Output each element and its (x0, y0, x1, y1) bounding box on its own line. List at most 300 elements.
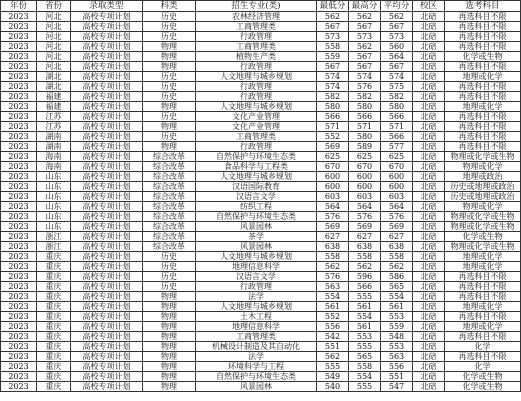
cell-province: 重庆 (37, 332, 71, 342)
table-row (1, 82, 521, 92)
cell-min-score: 552 (317, 132, 349, 142)
cell-avg-score: 565 (381, 282, 413, 292)
cell-min-score: 600 (317, 182, 349, 192)
cell-admission-type: 高校专项计划 (71, 142, 143, 152)
cell-category: 物理 (143, 372, 196, 382)
cell-subjects: 历史或地理或政治 (445, 192, 521, 202)
cell-subjects: 再选科目不限 (445, 282, 521, 292)
cell-category: 综合改革 (143, 242, 196, 252)
cell-major: 食品科学与工程类 (196, 162, 317, 172)
cell-year: 2023 (1, 112, 37, 122)
cell-max-score: 561 (349, 322, 381, 332)
cell-province: 湖北 (37, 82, 71, 92)
cell-subjects: 再选科目不限 (445, 62, 521, 72)
cell-major: 风景园林 (196, 242, 317, 252)
table-row (1, 312, 521, 322)
cell-max-score: 554 (349, 372, 381, 382)
cell-campus: 北碚 (413, 282, 445, 292)
cell-year: 2023 (1, 32, 37, 42)
cell-province: 山东 (37, 192, 71, 202)
cell-avg-score: 564 (381, 52, 413, 62)
cell-avg-score: 603 (381, 192, 413, 202)
cell-year: 2023 (1, 152, 37, 162)
cell-province: 河北 (37, 12, 71, 22)
cell-max-score: 582 (349, 92, 381, 102)
cell-max-score: 555 (349, 382, 381, 392)
cell-category: 物理 (143, 302, 196, 312)
cell-max-score: 562 (349, 262, 381, 272)
cell-year: 2023 (1, 22, 37, 32)
cell-year: 2023 (1, 292, 37, 302)
cell-year: 2023 (1, 332, 37, 342)
table-row (1, 102, 521, 112)
table-row (1, 72, 521, 82)
cell-campus: 北碚 (413, 342, 445, 352)
cell-avg-score: 600 (381, 172, 413, 182)
table-row (1, 262, 521, 272)
table-row (1, 322, 521, 332)
cell-major: 汉语言文学 (196, 192, 317, 202)
cell-subjects: 再选科目不限 (445, 132, 521, 142)
cell-subjects: 地理或化学 (445, 72, 521, 82)
cell-min-score: 562 (317, 12, 349, 22)
cell-province: 重庆 (37, 322, 71, 332)
cell-category: 历史 (143, 12, 196, 22)
cell-avg-score: 563 (381, 352, 413, 362)
cell-major: 自然保护与环境生态类 (196, 212, 317, 222)
cell-category: 历史 (143, 252, 196, 262)
cell-year: 2023 (1, 52, 37, 62)
cell-max-score: 565 (349, 352, 381, 362)
cell-province: 湖北 (37, 72, 71, 82)
cell-category: 物理 (143, 312, 196, 322)
cell-avg-score: 567 (381, 62, 413, 72)
cell-year: 2023 (1, 122, 37, 132)
cell-min-score: 569 (317, 142, 349, 152)
cell-avg-score: 558 (381, 252, 413, 262)
cell-min-score: 552 (317, 312, 349, 322)
cell-admission-type: 高校专项计划 (71, 92, 143, 102)
cell-category: 历史 (143, 22, 196, 32)
cell-avg-score: 625 (381, 152, 413, 162)
cell-min-score: 562 (317, 352, 349, 362)
cell-max-score: 596 (349, 272, 381, 282)
cell-admission-type: 高校专项计划 (71, 272, 143, 282)
cell-avg-score: 562 (381, 262, 413, 272)
cell-subjects: 地理或化学 (445, 322, 521, 332)
cell-admission-type: 高校专项计划 (71, 52, 143, 62)
cell-avg-score: 560 (381, 42, 413, 52)
table-row (1, 152, 521, 162)
cell-subjects: 再选科目不限 (445, 352, 521, 362)
cell-max-score: 580 (349, 102, 381, 112)
cell-admission-type: 高校专项计划 (71, 372, 143, 382)
cell-province: 海南 (37, 162, 71, 172)
cell-category: 物理 (143, 122, 196, 132)
cell-avg-score: 574 (381, 72, 413, 82)
cell-subjects: 地理或化学 (445, 252, 521, 262)
cell-subjects: 再选科目不限 (445, 82, 521, 92)
cell-category: 综合改革 (143, 232, 196, 242)
cell-min-score: 627 (317, 232, 349, 242)
cell-province: 浙江 (37, 232, 71, 242)
cell-major: 自然保护与环境生态类 (196, 152, 317, 162)
cell-admission-type: 高校专项计划 (71, 112, 143, 122)
cell-avg-score: 627 (381, 232, 413, 242)
cell-min-score: 569 (317, 222, 349, 232)
cell-subjects: 再选科目不限 (445, 292, 521, 302)
cell-min-score: 564 (317, 202, 349, 212)
cell-province: 河北 (37, 22, 71, 32)
header-subjects: 选考科目 (445, 1, 521, 12)
cell-max-score: 562 (349, 42, 381, 52)
cell-campus: 北碚 (413, 372, 445, 382)
cell-campus: 北碚 (413, 122, 445, 132)
cell-max-score: 603 (349, 192, 381, 202)
table-row (1, 292, 521, 302)
cell-campus: 北碚 (413, 292, 445, 302)
table-row (1, 362, 521, 372)
cell-max-score: 558 (349, 252, 381, 262)
cell-year: 2023 (1, 362, 37, 372)
cell-province: 重庆 (37, 362, 71, 372)
cell-category: 物理 (143, 342, 196, 352)
cell-avg-score: 600 (381, 182, 413, 192)
cell-year: 2023 (1, 12, 37, 22)
cell-admission-type: 高校专项计划 (71, 282, 143, 292)
cell-major: 人文地理与城乡规划 (196, 72, 317, 82)
cell-max-score: 558 (349, 362, 381, 372)
cell-avg-score: 566 (381, 112, 413, 122)
cell-major: 纺织工程 (196, 202, 317, 212)
cell-max-score: 564 (349, 202, 381, 212)
cell-subjects: 再选科目不限 (445, 92, 521, 102)
cell-avg-score: 553 (381, 312, 413, 322)
cell-category: 物理 (143, 362, 196, 372)
cell-major: 汉语言文学 (196, 272, 317, 282)
cell-campus: 北碚 (413, 102, 445, 112)
cell-major: 人文地理与城乡规划 (196, 252, 317, 262)
cell-major: 人文地理与城乡规划 (196, 302, 317, 312)
cell-min-score: 576 (317, 212, 349, 222)
cell-max-score: 562 (349, 12, 381, 22)
cell-campus: 北碚 (413, 222, 445, 232)
cell-province: 福建 (37, 102, 71, 112)
cell-province: 山东 (37, 212, 71, 222)
cell-major: 行政管理 (196, 92, 317, 102)
cell-avg-score: 569 (381, 222, 413, 232)
cell-province: 江苏 (37, 122, 71, 132)
cell-avg-score: 567 (381, 22, 413, 32)
cell-admission-type: 高校专项计划 (71, 302, 143, 312)
cell-subjects: 再选科目不限 (445, 22, 521, 32)
header-category: 科类 (143, 1, 196, 12)
cell-year: 2023 (1, 282, 37, 292)
cell-max-score: 573 (349, 32, 381, 42)
cell-min-score: 567 (317, 62, 349, 72)
cell-major: 工商管理类 (196, 22, 317, 32)
cell-year: 2023 (1, 202, 37, 212)
cell-campus: 北碚 (413, 212, 445, 222)
cell-admission-type: 高校专项计划 (71, 362, 143, 372)
cell-year: 2023 (1, 92, 37, 102)
cell-major: 农林经济管理 (196, 12, 317, 22)
cell-min-score: 567 (317, 22, 349, 32)
cell-admission-type: 高校专项计划 (71, 322, 143, 332)
cell-min-score: 549 (317, 372, 349, 382)
cell-campus: 北碚 (413, 12, 445, 22)
cell-major: 土木工程 (196, 312, 317, 322)
cell-avg-score: 638 (381, 242, 413, 252)
cell-campus: 北碚 (413, 322, 445, 332)
cell-max-score: 567 (349, 22, 381, 32)
cell-avg-score: 562 (381, 12, 413, 22)
table-row (1, 182, 521, 192)
cell-campus: 北碚 (413, 382, 445, 392)
cell-category: 物理 (143, 102, 196, 112)
cell-max-score: 627 (349, 232, 381, 242)
cell-subjects: 再选科目不限 (445, 32, 521, 42)
cell-subjects: 化学或生物 (445, 52, 521, 62)
cell-year: 2023 (1, 262, 37, 272)
cell-admission-type: 高校专项计划 (71, 102, 143, 112)
cell-subjects: 再选科目不限 (445, 122, 521, 132)
cell-year: 2023 (1, 62, 37, 72)
cell-major: 风景园林 (196, 222, 317, 232)
cell-category: 物理 (143, 292, 196, 302)
cell-year: 2023 (1, 162, 37, 172)
cell-admission-type: 高校专项计划 (71, 242, 143, 252)
cell-min-score: 566 (317, 112, 349, 122)
cell-min-score: 603 (317, 192, 349, 202)
cell-admission-type: 高校专项计划 (71, 252, 143, 262)
table-row (1, 32, 521, 42)
cell-category: 物理 (143, 62, 196, 72)
header-province: 省份 (37, 1, 71, 12)
cell-admission-type: 高校专项计划 (71, 232, 143, 242)
cell-min-score: 576 (317, 272, 349, 282)
cell-year: 2023 (1, 342, 37, 352)
cell-year: 2023 (1, 312, 37, 322)
table-row (1, 222, 521, 232)
cell-category: 物理 (143, 42, 196, 52)
cell-max-score: 554 (349, 312, 381, 322)
cell-campus: 北碚 (413, 182, 445, 192)
cell-major: 文化产业管理 (196, 122, 317, 132)
cell-max-score: 561 (349, 302, 381, 312)
table-body (1, 12, 521, 392)
cell-campus: 北碚 (413, 192, 445, 202)
cell-major: 汉语国际教育 (196, 182, 317, 192)
cell-max-score: 566 (349, 112, 381, 122)
cell-subjects: 化学 (445, 362, 521, 372)
cell-campus: 北碚 (413, 242, 445, 252)
cell-min-score: 625 (317, 152, 349, 162)
cell-avg-score: 571 (381, 122, 413, 132)
cell-subjects: 再选科目不限 (445, 312, 521, 322)
cell-avg-score: 586 (381, 272, 413, 282)
table-row (1, 52, 521, 62)
cell-subjects: 再选科目不限 (445, 112, 521, 122)
cell-campus: 北碚 (413, 362, 445, 372)
cell-min-score: 582 (317, 92, 349, 102)
cell-province: 重庆 (37, 272, 71, 282)
table-row (1, 122, 521, 132)
cell-avg-score: 575 (381, 82, 413, 92)
cell-major: 行政管理 (196, 62, 317, 72)
cell-major: 机械设计制造及其自动化 (196, 342, 317, 352)
cell-avg-score: 561 (381, 302, 413, 312)
cell-campus: 北碚 (413, 132, 445, 142)
cell-campus: 北碚 (413, 252, 445, 262)
cell-category: 综合改革 (143, 212, 196, 222)
cell-year: 2023 (1, 382, 37, 392)
cell-admission-type: 高校专项计划 (71, 212, 143, 222)
cell-category: 历史 (143, 72, 196, 82)
cell-max-score: 555 (349, 342, 381, 352)
cell-category: 历史 (143, 272, 196, 282)
cell-min-score: 600 (317, 172, 349, 182)
cell-campus: 北碚 (413, 72, 445, 82)
cell-campus: 北碚 (413, 162, 445, 172)
table-row (1, 242, 521, 252)
cell-max-score: 580 (349, 132, 381, 142)
cell-min-score: 571 (317, 122, 349, 132)
cell-max-score: 574 (349, 72, 381, 82)
cell-min-score: 573 (317, 32, 349, 42)
cell-admission-type: 高校专项计划 (71, 382, 143, 392)
cell-campus: 北碚 (413, 112, 445, 122)
cell-admission-type: 高校专项计划 (71, 342, 143, 352)
cell-province: 湖南 (37, 142, 71, 152)
cell-category: 综合改革 (143, 172, 196, 182)
header-major: 招生专业(类) (196, 1, 317, 12)
cell-major: 地理信息科学 (196, 262, 317, 272)
table-row (1, 252, 521, 262)
cell-major: 工商管理类 (196, 132, 317, 142)
table-row (1, 22, 521, 32)
cell-province: 重庆 (37, 352, 71, 362)
cell-min-score: 561 (317, 302, 349, 312)
cell-campus: 北碚 (413, 302, 445, 312)
cell-max-score: 571 (349, 122, 381, 132)
cell-campus: 北碚 (413, 142, 445, 152)
cell-category: 物理 (143, 382, 196, 392)
table-row (1, 42, 521, 52)
cell-category: 综合改革 (143, 222, 196, 232)
cell-category: 综合改革 (143, 182, 196, 192)
cell-major: 自然保护与环境生态类 (196, 372, 317, 382)
cell-min-score: 551 (317, 342, 349, 352)
cell-campus: 北碚 (413, 332, 445, 342)
cell-admission-type: 高校专项计划 (71, 202, 143, 212)
cell-major: 法学 (196, 292, 317, 302)
cell-min-score: 638 (317, 242, 349, 252)
cell-admission-type: 高校专项计划 (71, 82, 143, 92)
cell-avg-score: 670 (381, 162, 413, 172)
cell-province: 海南 (37, 152, 71, 162)
cell-major: 工商管理类 (196, 332, 317, 342)
cell-avg-score: 551 (381, 372, 413, 382)
cell-admission-type: 高校专项计划 (71, 132, 143, 142)
cell-max-score: 566 (349, 282, 381, 292)
table-row (1, 272, 521, 282)
cell-major: 法学 (196, 352, 317, 362)
table-row (1, 342, 521, 352)
cell-category: 历史 (143, 262, 196, 272)
cell-category: 物理 (143, 322, 196, 332)
cell-min-score: 558 (317, 42, 349, 52)
cell-admission-type: 高校专项计划 (71, 22, 143, 32)
cell-subjects: 再选科目不限 (445, 142, 521, 152)
cell-year: 2023 (1, 252, 37, 262)
cell-province: 重庆 (37, 252, 71, 262)
cell-subjects: 再选科目不限 (445, 12, 521, 22)
cell-year: 2023 (1, 42, 37, 52)
cell-province: 福建 (37, 92, 71, 102)
table-row (1, 192, 521, 202)
cell-campus: 北碚 (413, 32, 445, 42)
header-max-score: 最高分 (349, 1, 381, 12)
cell-year: 2023 (1, 142, 37, 152)
table-row (1, 332, 521, 342)
cell-max-score: 600 (349, 172, 381, 182)
cell-admission-type: 高校专项计划 (71, 12, 143, 22)
cell-major: 茶学 (196, 232, 317, 242)
cell-subjects: 化学或生物 (445, 372, 521, 382)
cell-campus: 北碚 (413, 92, 445, 102)
cell-max-score: 567 (349, 52, 381, 62)
cell-max-score: 567 (349, 62, 381, 72)
cell-province: 浙江 (37, 242, 71, 252)
cell-subjects: 化学 (445, 342, 521, 352)
cell-min-score: 563 (317, 282, 349, 292)
cell-campus: 北碚 (413, 62, 445, 72)
cell-avg-score: 554 (381, 292, 413, 302)
cell-max-score: 600 (349, 182, 381, 192)
cell-subjects: 物理或化学或生物 (445, 152, 521, 162)
cell-subjects: 物理或化学 (445, 202, 521, 212)
cell-subjects: 化学或生物 (445, 382, 521, 392)
cell-admission-type: 高校专项计划 (71, 182, 143, 192)
cell-year: 2023 (1, 172, 37, 182)
cell-max-score: 576 (349, 212, 381, 222)
cell-major: 地理信息科学 (196, 322, 317, 332)
cell-avg-score: 564 (381, 202, 413, 212)
cell-major: 人文地理与城乡规划 (196, 102, 317, 112)
cell-year: 2023 (1, 82, 37, 92)
cell-subjects: 再选科目不限 (445, 272, 521, 282)
cell-max-score: 555 (349, 292, 381, 302)
cell-avg-score: 576 (381, 212, 413, 222)
cell-min-score: 559 (317, 52, 349, 62)
cell-max-score: 569 (349, 222, 381, 232)
cell-province: 河北 (37, 52, 71, 62)
cell-subjects: 物理或化学或生物 (445, 222, 521, 232)
cell-province: 重庆 (37, 302, 71, 312)
cell-max-score: 589 (349, 142, 381, 152)
table-row (1, 232, 521, 242)
cell-province: 河北 (37, 42, 71, 52)
cell-major: 行政管理 (196, 282, 317, 292)
cell-min-score: 556 (317, 322, 349, 332)
cell-major: 环境科学与工程 (196, 362, 317, 372)
cell-admission-type: 高校专项计划 (71, 32, 143, 42)
cell-year: 2023 (1, 132, 37, 142)
cell-campus: 北碚 (413, 42, 445, 52)
cell-year: 2023 (1, 212, 37, 222)
header-avg-score: 平均分 (381, 1, 413, 12)
